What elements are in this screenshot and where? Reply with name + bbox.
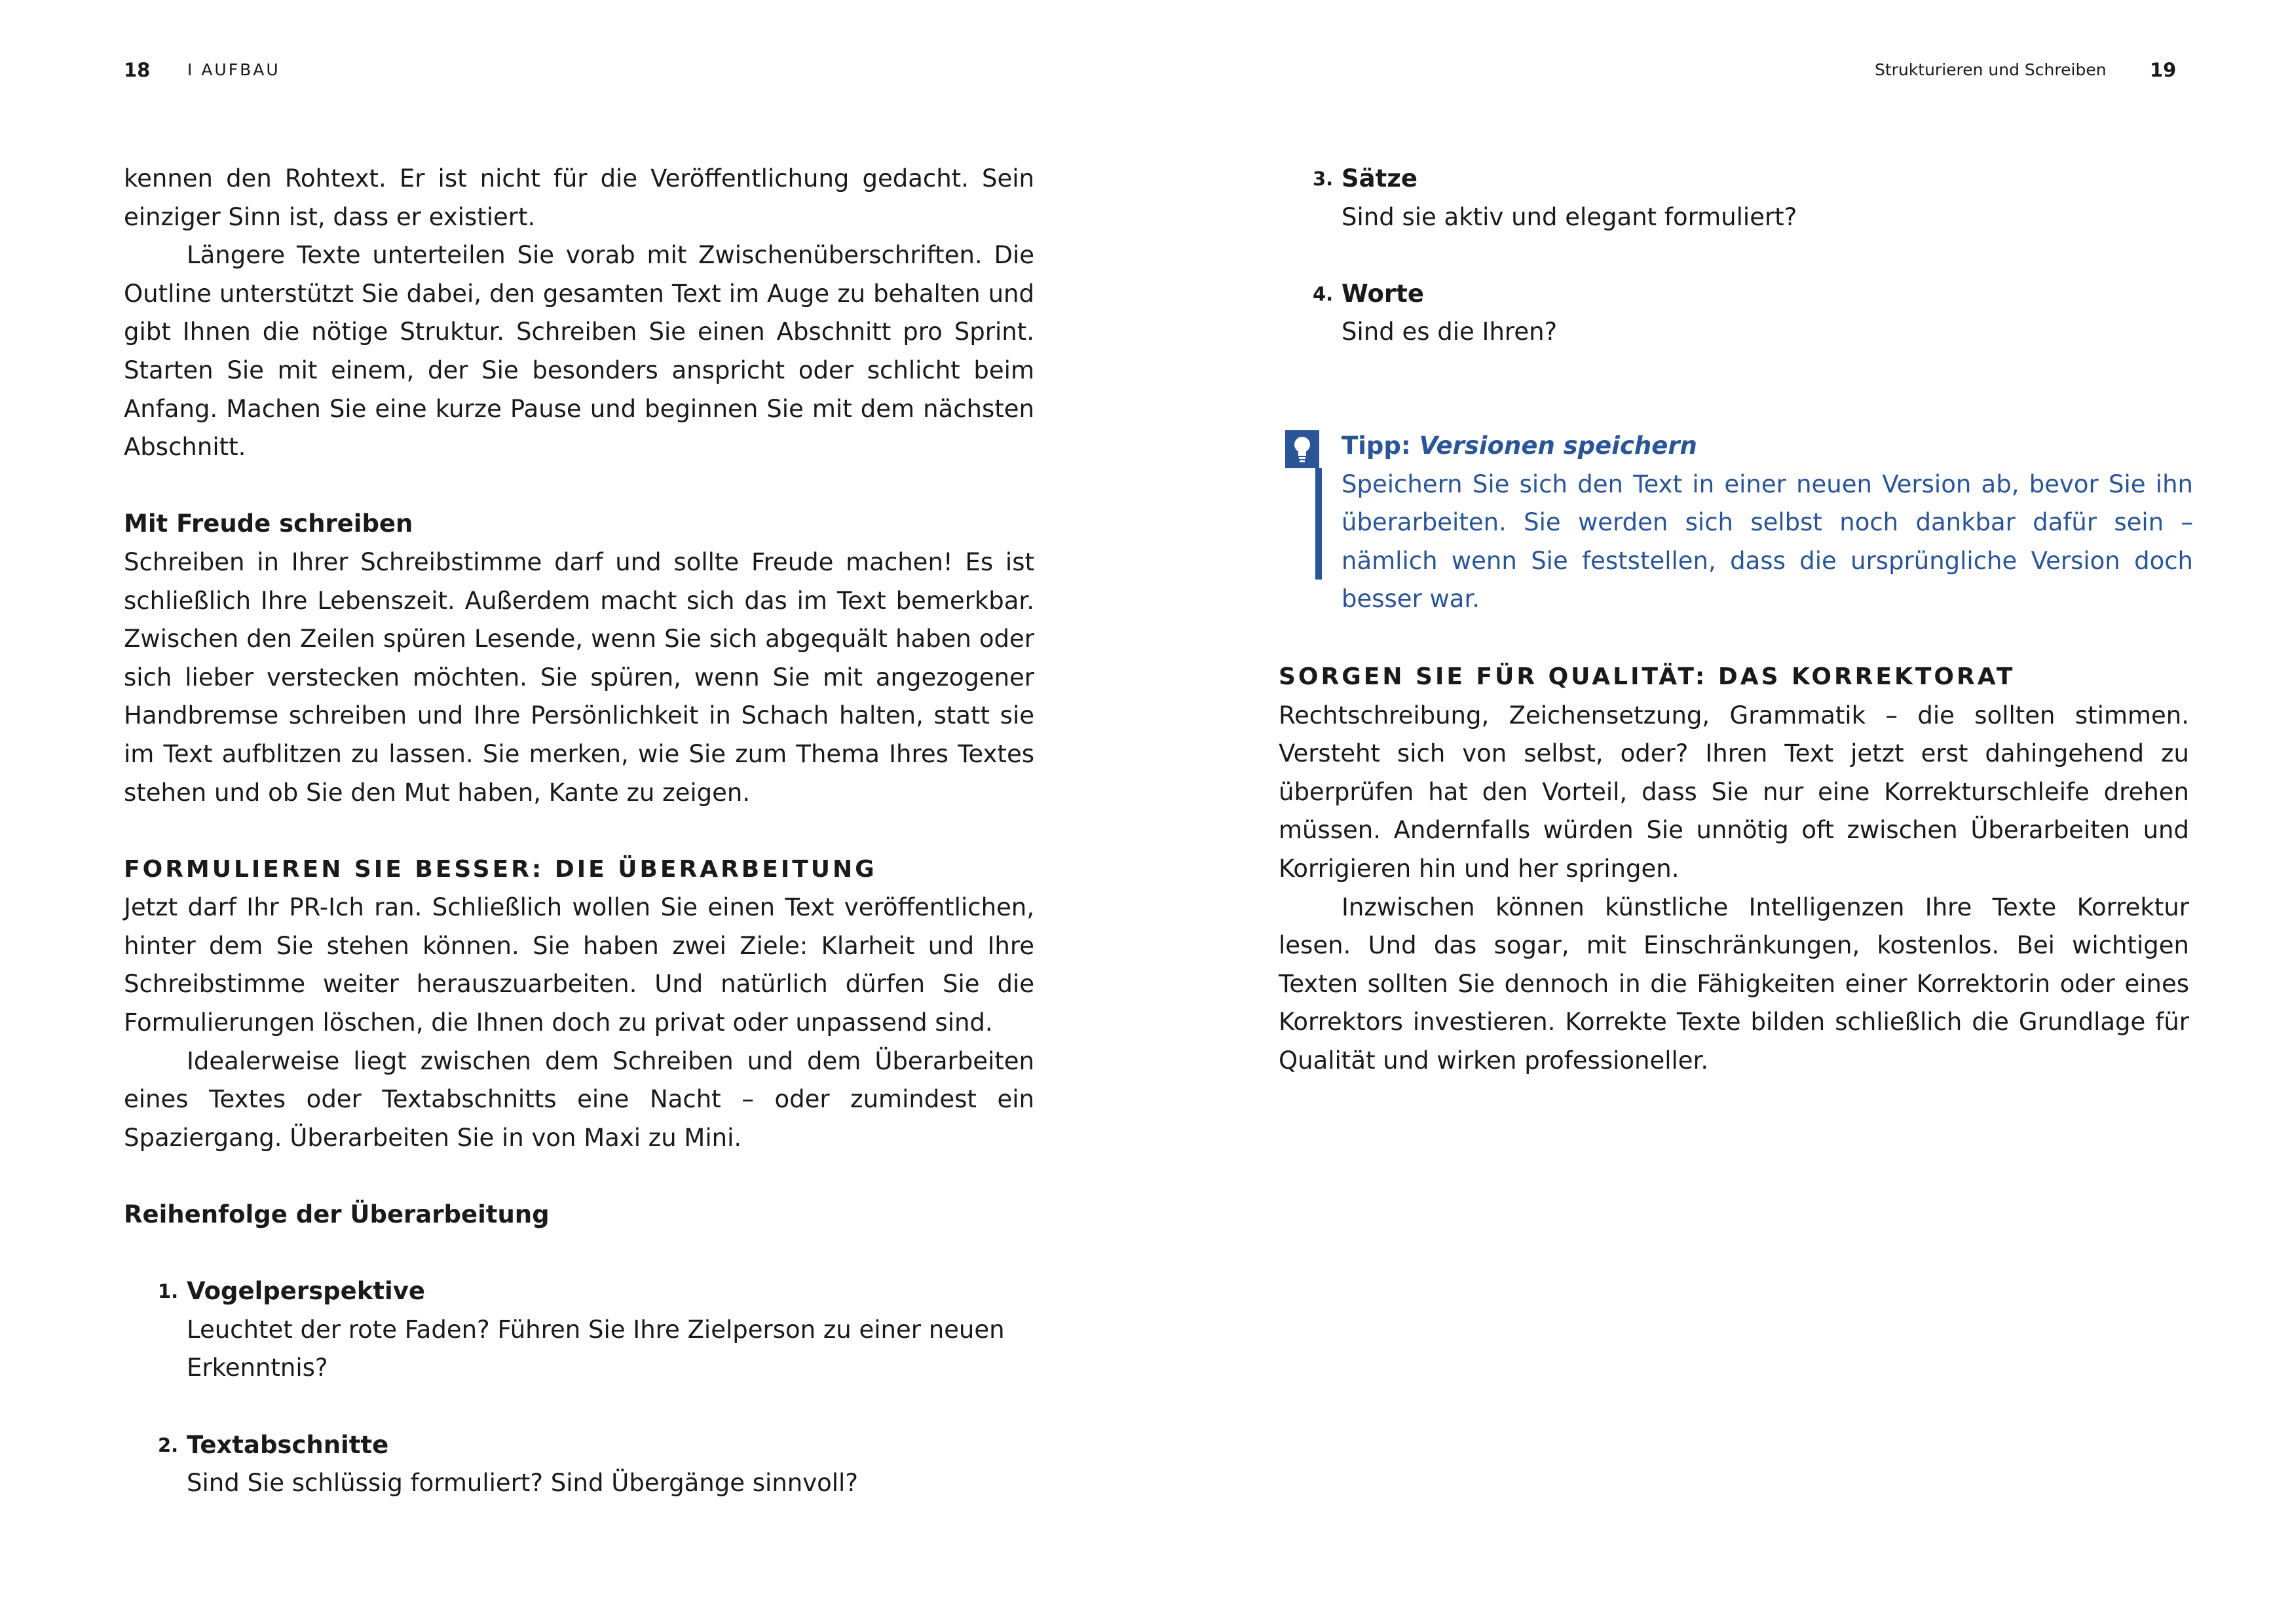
list-item xyxy=(1279,275,2189,352)
left-page-column xyxy=(124,160,1034,1503)
left-running-head: I AUFBAU xyxy=(187,60,280,79)
list-number: 2. xyxy=(158,1433,179,1456)
left-paragraph-3: Schreiben in Ihrer Schreibstimme darf und sollte Freude machen! Es ist schließlich Ihre Lebenszeit. Außerdem macht sich das im Text bemerkbar. Zwischen den Zeilen spüren Lesende, wenn Sie sich abgequält haben oder sich lieber verstecken möchten. Sie spüren, wenn Sie mit angezogener Handbremse schreiben und Ihre Persönlichkeit in Schach halten, statt sie im Text aufblitzen zu lassen. Sie merken, wie Sie zum Thema Ihres Textes stehen und ob Sie den Mut haben, Kante zu zeigen. xyxy=(124,547,1034,807)
tip-accent-bar xyxy=(1315,468,1322,580)
list-item xyxy=(124,1426,1034,1503)
list-number: 3. xyxy=(1313,168,1334,190)
tip-title: Versionen speichern xyxy=(1419,432,1697,460)
tip-label: Tipp: xyxy=(1342,432,1411,460)
right-paragraph-2: Inzwischen können künstliche Intelligenzen Ihre Texte Korrektur lesen. Und das sogar, mit Einschränkungen, kostenlos. Bei wichtigen Texten sollten Sie dennoch in die Fähigkeiten einer Korrektorin oder eines Korrektors investieren. Korrekte Texte bilden schließlich die Grundlage für Qualität und wirken professioneller. xyxy=(1279,893,2189,1075)
tip-text: Speichern Sie sich den Text in einer neuen Version ab, bevor Sie ihn überarbeiten. Sie werden sich selbst noch dankbar dafür sein – nämlich wenn Sie feststellen, dass die ursprüngliche Version doch besser war. xyxy=(1342,470,2193,614)
right-page-number: 19 xyxy=(2150,59,2177,81)
heading-revision: FORMULIEREN SIE BESSER: DIE ÜBERARBEITUNG xyxy=(124,855,877,883)
list-item-title: Worte xyxy=(1342,279,1424,308)
list-item-description: Sind sie aktiv und elegant formuliert? xyxy=(1342,202,1797,231)
list-number: 1. xyxy=(158,1280,179,1303)
subheading-joy: Mit Freude schreiben xyxy=(124,509,413,538)
list-item-description: Sind es die Ihren? xyxy=(1342,318,1558,346)
left-paragraph-2: Längere Texte unterteilen Sie vorab mit Zwischenüberschriften. Die Outline unterstützt Sie dabei, den gesamten Text im Auge zu behalten und gibt Ihnen die nötige Struktur. Schreiben Sie einen Abschnitt pro Sprint. Starten Sie mit einem, der Sie besonders anspricht oder schlicht beim Anfang. Machen Sie eine kurze Pause und beginnen Sie mit dem nächsten Abschnitt. xyxy=(124,241,1034,462)
left-paragraph-4: Jetzt darf Ihr PR-Ich ran. Schließlich wollen Sie einen Text veröffentlichen, hinter dem Sie stehen können. Sie haben zwei Ziele: Klarheit und Ihre Schreibstimme weiter herauszuarbeiten. Und natürlich dürfen Sie die Formulierungen löschen, die Ihnen doch zu privat oder unpassend sind. xyxy=(124,893,1034,1037)
right-page-section-proof xyxy=(1279,658,2189,1080)
subheading-order: Reihenfolge der Überarbeitung xyxy=(124,1200,550,1229)
list-item xyxy=(1279,160,2189,236)
right-running-head: Strukturieren und Schreiben xyxy=(1875,60,2107,79)
list-item-title: Sätze xyxy=(1342,164,1417,193)
list-item-description: Leuchtet der rote Faden? Führen Sie Ihre Zielperson zu einer neuen Erkenntnis? xyxy=(187,1315,1005,1382)
right-paragraph-1: Rechtschreibung, Zeichensetzung, Grammatik – die sollten stimmen. Versteht sich von selbst, oder? Ihren Text jetzt erst dahingehend zu überprüfen hat den Vorteil, dass Sie nur eine Korrekturschleife drehen müssen. Andernfalls würden Sie unnötig oft zwischen Überarbeiten und Korrigieren hin und her springen. xyxy=(1279,701,2189,883)
list-item-description: Sind Sie schlüssig formuliert? Sind Übergänge sinnvoll? xyxy=(187,1469,858,1498)
list-item-title: Vogelperspektive xyxy=(187,1277,425,1306)
right-page-column xyxy=(1279,160,2189,352)
list-number: 4. xyxy=(1313,282,1334,305)
left-paragraph-5: Idealerweise liegt zwischen dem Schreiben und dem Überarbeiten eines Textes oder Textabschnitts eine Nacht – oder zumindest ein Spaziergang. Überarbeiten Sie in von Maxi zu Mini. xyxy=(124,1046,1034,1152)
left-page-number: 18 xyxy=(124,59,151,81)
list-item xyxy=(124,1272,1034,1388)
lightbulb-icon xyxy=(1285,430,1319,468)
left-paragraph-1: kennen den Rohtext. Er ist nicht für die Veröffentlichung gedacht. Sein einziger Sinn ist, dass er existiert. xyxy=(124,164,1034,231)
tip-box xyxy=(1342,427,2193,619)
heading-proofreading: SORGEN SIE FÜR QUALITÄT: DAS KORREKTORAT xyxy=(1279,663,2016,690)
tip-heading xyxy=(1342,427,2193,466)
list-item-title: Textabschnitte xyxy=(187,1430,389,1459)
